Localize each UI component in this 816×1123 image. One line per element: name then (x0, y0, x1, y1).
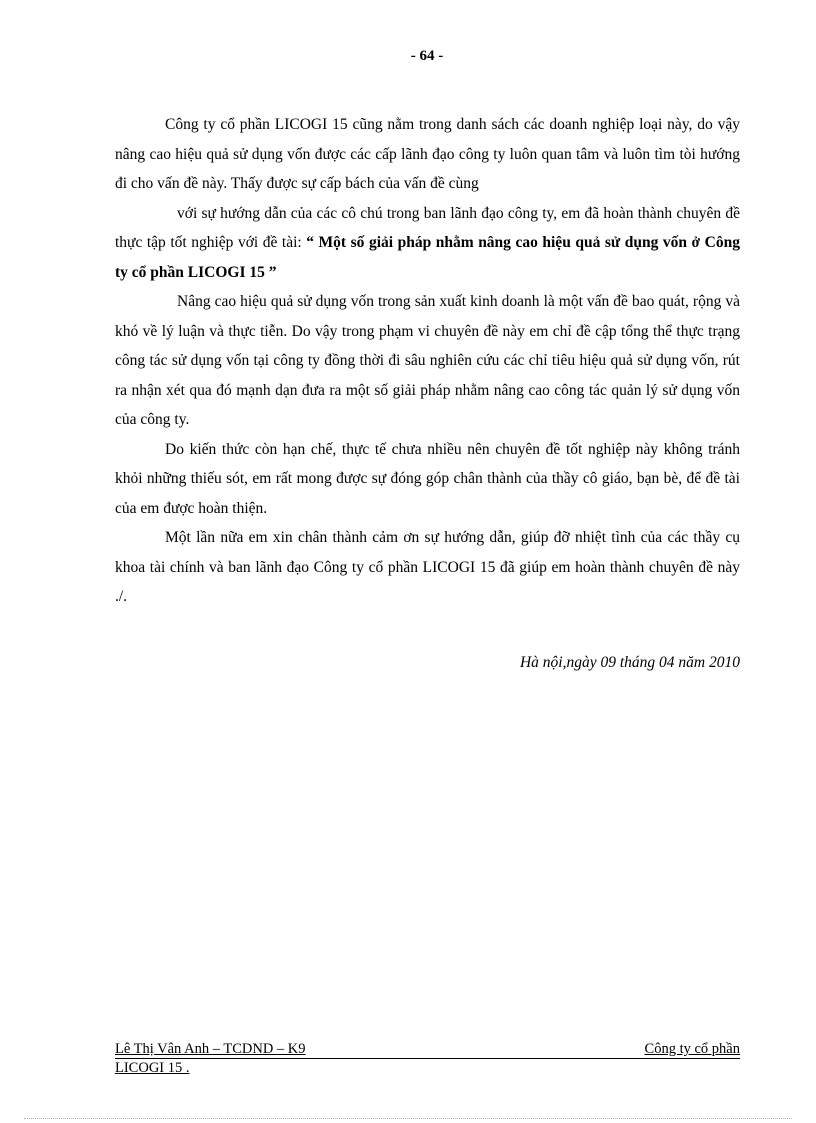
paragraph-limitations: Do kiến thức còn hạn chế, thực tế chưa nhiều nên chuyên đề tốt nghiệp này không tránh khỏi những thiếu sót, em rất mong được sự đóng góp chân thành của thầy cô giáo, bạn bè, để đề tài của em được hoàn thiện. (115, 440, 740, 517)
page-footer (115, 1040, 740, 1077)
footer-company-continued: LICOGI 15 . (115, 1060, 190, 1076)
paragraph-topic-text: với sự hướng dẫn của các cô chú trong ban lãnh đạo công ty, em đã hoàn thành chuyên đề thực tập tốt nghiệp với đề tài: (115, 204, 740, 251)
date-line: Hà nội,ngày 09 tháng 04 năm 2010 (519, 654, 740, 671)
document-body (115, 110, 740, 612)
footer-line (115, 1040, 740, 1059)
paragraph-intro: Công ty cổ phần LICOGI 15 cũng nằm trong danh sách các doanh nghiệp loại này, do vậy nâng cao hiệu quả sử dụng vốn được các cấp lãnh đạo công ty luôn quan tâm và luôn tìm tòi hướng đi cho vấn đề này. Thấy được sự cấp bách của vấn đề cùng (115, 116, 740, 192)
footer-company: Công ty cổ phần (644, 1041, 740, 1057)
footer-author: Lê Thị Vân Anh – TCDND – K9 (115, 1041, 306, 1057)
page-bottom-divider (24, 1118, 792, 1119)
thesis-title: “ Một số giải pháp nhằm nâng cao hiệu quả sử dụng vốn ở Công ty cổ phần LICOGI 15 ” (115, 234, 740, 281)
paragraph-topic (115, 199, 740, 288)
paragraph-thanks: Một lần nữa em xin chân thành cảm ơn sự hướng dẫn, giúp đỡ nhiệt tình của các thầy cụ khoa tài chính và ban lãnh đạo Công ty cổ phần LICOGI 15 đã giúp em hoàn thành chuyên đề này ./. (115, 529, 740, 605)
paragraph-scope: Nâng cao hiệu quả sử dụng vốn trong sản xuất kinh doanh là một vấn đề bao quát, rộng và khó về lý luận và thực tiễn. Do vậy trong phạm vi chuyên đề này em chỉ đề cập tổng thể thực trạng công tác sử dụng vốn tại công ty đồng thời đi sâu nghiên cứu các chỉ tiêu hiệu quả sử dụng vốn, rút ra nhận xét qua đó mạnh dạn đưa ra một số giải pháp nhằm nâng cao công tác quản lý sử dụng vốn của công ty. (115, 293, 740, 428)
page-number: - 64 - (410, 48, 444, 64)
